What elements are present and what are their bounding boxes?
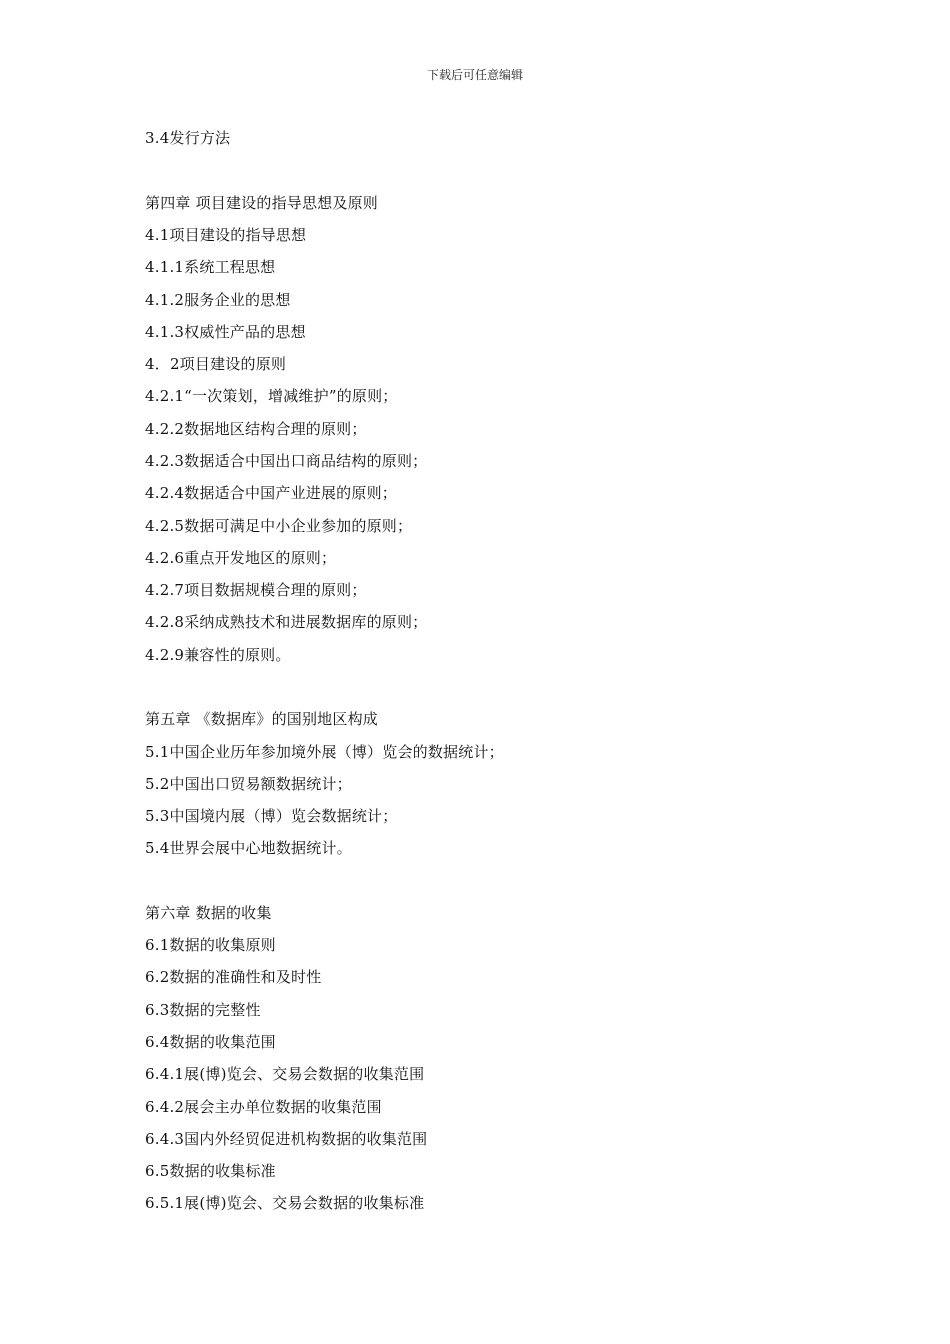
subsection-item: 4.2.5数据可满足中小企业参加的原则； <box>145 517 413 535</box>
subsection-item: 4.1.1系统工程思想 <box>145 258 276 276</box>
section-heading: 5.2中国出口贸易额数据统计； <box>145 775 352 793</box>
section-heading: 4．2项目建设的原则 <box>145 355 287 373</box>
chapter-heading: 第五章 《数据库》的国别地区构成 <box>145 710 378 728</box>
page-header-note: 下载后可任意编辑 <box>426 68 523 82</box>
section-heading: 6.5数据的收集标准 <box>145 1162 276 1180</box>
chapter-heading: 第四章 项目建设的指导思想及原则 <box>145 194 378 212</box>
section-heading: 4.1项目建设的指导思想 <box>145 226 307 244</box>
subsection-item: 6.5.1展(博)览会、交易会数据的收集标准 <box>145 1194 425 1212</box>
section-heading: 6.2数据的准确性和及时性 <box>145 968 322 986</box>
subsection-item: 6.4.3国内外经贸促进机构数据的收集范围 <box>145 1130 428 1148</box>
subsection-item: 6.4.1展(博)览会、交易会数据的收集范围 <box>145 1065 425 1083</box>
subsection-item: 4.2.3数据适合中国出口商品结构的原则； <box>145 452 428 470</box>
subsection-item: 4.2.7项目数据规模合理的原则； <box>145 581 367 599</box>
subsection-item: 4.1.2服务企业的思想 <box>145 291 291 309</box>
subsection-item: 4.2.6重点开发地区的原则； <box>145 549 337 567</box>
section-heading: 6.4数据的收集范围 <box>145 1033 276 1051</box>
subsection-item: 4.2.2数据地区结构合理的原则； <box>145 420 367 438</box>
section-heading: 3.4发行方法 <box>145 129 231 147</box>
subsection-item: 4.1.3权威性产品的思想 <box>145 323 306 341</box>
section-heading: 6.1数据的收集原则 <box>145 936 276 954</box>
chapter-heading: 第六章 数据的收集 <box>145 904 272 922</box>
subsection-item: 4.2.1“一次策划，增减维护”的原则； <box>145 387 398 405</box>
subsection-item: 4.2.8采纳成熟技术和进展数据库的原则； <box>145 613 428 631</box>
subsection-item: 4.2.9兼容性的原则。 <box>145 646 291 664</box>
subsection-item: 4.2.4数据适合中国产业进展的原则； <box>145 484 397 502</box>
section-heading: 5.4世界会展中心地数据统计。 <box>145 839 352 857</box>
section-heading: 6.3数据的完整性 <box>145 1001 261 1019</box>
subsection-item: 6.4.2展会主办单位数据的收集范围 <box>145 1098 382 1116</box>
section-heading: 5.1中国企业历年参加境外展（博）览会的数据统计； <box>145 743 504 761</box>
section-heading: 5.3中国境内展（博）览会数据统计； <box>145 807 398 825</box>
